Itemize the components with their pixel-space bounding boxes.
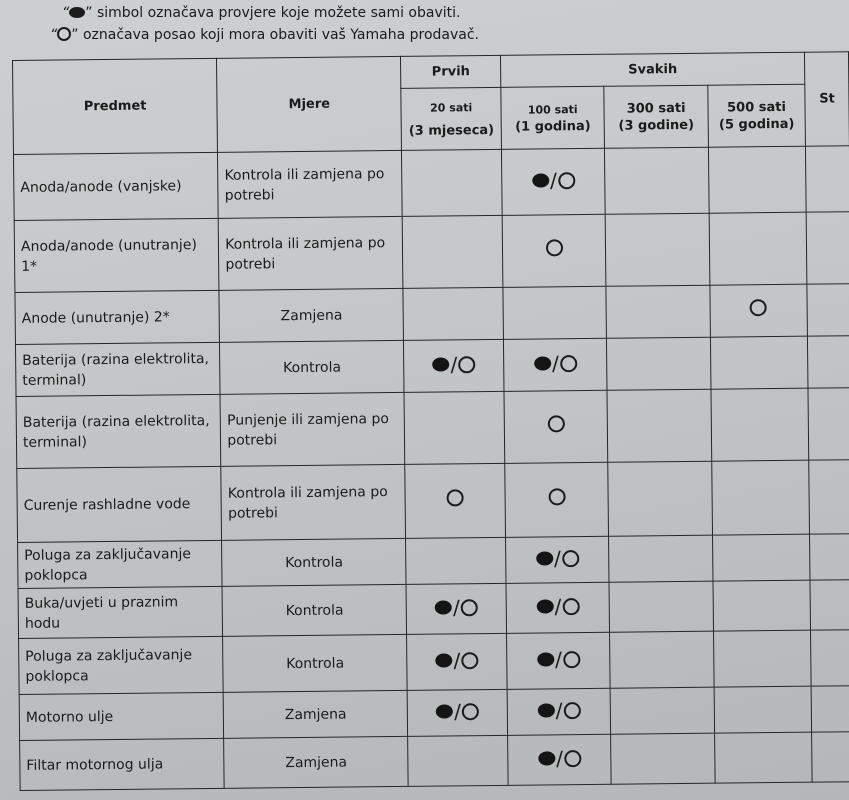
interval-cell bbox=[405, 463, 505, 538]
interval-cell bbox=[608, 461, 712, 536]
interval-500h-sub: (5 godina) bbox=[718, 116, 795, 133]
measure-cell: Kontrola bbox=[222, 538, 407, 586]
interval-cell bbox=[609, 581, 713, 632]
slash-separator: / bbox=[549, 168, 557, 193]
slash-separator: / bbox=[555, 698, 563, 723]
owner-and-dealer-mark bbox=[432, 352, 475, 377]
slash-separator: / bbox=[554, 647, 562, 672]
owner-and-dealer-mark bbox=[435, 595, 478, 620]
measure-cell: Kontrola bbox=[223, 634, 408, 692]
open-circle-icon bbox=[462, 703, 479, 720]
interval-cell bbox=[712, 534, 810, 581]
interval-cell bbox=[708, 146, 806, 213]
measure-cell: Zamjena bbox=[219, 288, 404, 342]
header-every: Svakih bbox=[500, 52, 805, 87]
interval-20h-sub: (3 mjeseca) bbox=[408, 122, 495, 139]
interval-cell bbox=[407, 689, 507, 736]
open-circle-icon bbox=[560, 355, 577, 372]
interval-cell bbox=[607, 337, 711, 390]
interval-300h-sub: (3 godine) bbox=[618, 117, 695, 134]
table-row bbox=[13, 146, 849, 221]
interval-cell bbox=[503, 286, 607, 339]
open-circle-icon bbox=[563, 702, 580, 719]
quote-open: “ bbox=[62, 5, 70, 21]
item-cell: Baterija (razina elektrolita, terminal) bbox=[15, 342, 220, 396]
cut-off-cell bbox=[811, 686, 849, 732]
interval-300h-label: 300 sati bbox=[626, 100, 686, 117]
interval-cell bbox=[406, 583, 506, 634]
item-cell: Filtar motornog ulja bbox=[20, 738, 225, 790]
slash-separator: / bbox=[556, 746, 564, 771]
item-cell: Motorno ulje bbox=[19, 692, 224, 740]
interval-cell bbox=[605, 147, 709, 214]
interval-cell bbox=[713, 580, 811, 631]
interval-cell bbox=[404, 339, 504, 392]
owner-and-dealer-mark bbox=[536, 594, 579, 619]
maintenance-schedule-table bbox=[12, 51, 849, 791]
measure-cell: Kontrola ili zamjena po potrebi bbox=[218, 216, 403, 290]
schedule-body bbox=[13, 146, 849, 791]
interval-cell bbox=[506, 582, 610, 633]
interval-cell bbox=[714, 732, 812, 783]
filled-circle-icon bbox=[435, 600, 452, 614]
open-circle-icon bbox=[564, 750, 581, 767]
cut-off-cell bbox=[806, 146, 849, 212]
open-circle-icon bbox=[461, 599, 478, 616]
filled-circle-icon bbox=[536, 599, 553, 613]
cut-off-cell bbox=[811, 630, 849, 686]
interval-cell bbox=[403, 215, 503, 288]
owner-and-dealer-mark bbox=[534, 351, 577, 376]
table-row bbox=[18, 580, 849, 639]
cut-off-cell bbox=[812, 732, 849, 782]
legend-dealer-text: ” označava posao koji mora obaviti vaš Yamaha prodavač. bbox=[71, 27, 480, 43]
interval-cell bbox=[713, 630, 811, 687]
cut-off-cell bbox=[806, 212, 849, 284]
cut-off-cell bbox=[808, 336, 849, 388]
slash-separator: / bbox=[454, 699, 462, 724]
item-cell: Anoda/anode (unutranje) 1* bbox=[14, 218, 219, 292]
interval-cell bbox=[709, 212, 807, 285]
interval-cell bbox=[402, 149, 502, 216]
interval-100h bbox=[501, 86, 605, 149]
filled-circle-icon bbox=[538, 703, 555, 717]
table-row bbox=[15, 284, 849, 345]
interval-cell bbox=[710, 284, 808, 337]
interval-cell bbox=[505, 462, 609, 537]
table-row bbox=[20, 732, 849, 791]
item-cell: Buka/uvjeti u praznim hodu bbox=[18, 586, 223, 638]
measure-cell: Kontrola bbox=[220, 340, 405, 394]
interval-500h bbox=[708, 84, 806, 147]
interval-cell bbox=[406, 537, 506, 584]
interval-cell bbox=[403, 287, 503, 340]
interval-cell bbox=[503, 338, 607, 391]
owner-and-dealer-mark bbox=[532, 168, 575, 193]
interval-cell bbox=[501, 148, 605, 215]
interval-cell bbox=[710, 336, 808, 389]
item-cell: Curenje rashladne vode bbox=[17, 466, 222, 542]
filled-circle-icon bbox=[69, 7, 85, 18]
owner-and-dealer-mark bbox=[436, 699, 479, 724]
filled-circle-icon bbox=[432, 357, 449, 371]
filled-circle-icon bbox=[532, 173, 549, 187]
owner-and-dealer-mark bbox=[536, 546, 579, 571]
open-circle-icon bbox=[562, 550, 579, 567]
interval-cell bbox=[507, 632, 611, 689]
slash-separator: / bbox=[450, 352, 458, 377]
measure-cell: Kontrola bbox=[222, 584, 407, 636]
interval-cell bbox=[404, 391, 504, 464]
table-row bbox=[17, 460, 849, 543]
owner-and-dealer-mark bbox=[538, 746, 581, 771]
cut-off-cell bbox=[810, 580, 849, 630]
open-circle-icon bbox=[546, 239, 563, 256]
header-cut-off: St bbox=[805, 52, 849, 146]
interval-20h-label: 20 sati bbox=[430, 100, 473, 115]
open-circle-icon bbox=[750, 299, 767, 316]
cut-off-cell bbox=[808, 388, 849, 460]
legend-dealer-check bbox=[50, 24, 479, 46]
interval-cell bbox=[609, 535, 713, 582]
item-cell: Poluga za zaključavanje poklopca bbox=[18, 540, 223, 588]
interval-300h bbox=[604, 85, 708, 148]
interval-cell bbox=[507, 688, 611, 735]
open-circle-icon bbox=[548, 488, 565, 505]
item-cell: Baterija (razina elektrolita, terminal) bbox=[16, 394, 221, 468]
interval-cell bbox=[610, 687, 714, 734]
interval-cell bbox=[502, 214, 606, 287]
interval-cell bbox=[508, 734, 612, 785]
header-first: Prvih bbox=[401, 55, 501, 88]
filled-circle-icon bbox=[538, 751, 555, 765]
table-row bbox=[15, 336, 849, 397]
item-cell: Anoda/anode (vanjske) bbox=[13, 152, 218, 220]
filled-circle-icon bbox=[534, 356, 551, 370]
filled-circle-icon bbox=[436, 653, 453, 667]
filled-circle-icon bbox=[536, 551, 553, 565]
table-row bbox=[14, 212, 849, 293]
interval-cell bbox=[506, 536, 610, 583]
owner-and-dealer-mark bbox=[436, 648, 479, 673]
owner-and-dealer-mark bbox=[538, 698, 581, 723]
open-circle-icon bbox=[547, 415, 564, 432]
interval-100h-label: 100 sati bbox=[527, 102, 578, 117]
interval-cell bbox=[714, 686, 812, 733]
interval-20h bbox=[401, 87, 501, 150]
item-cell: Anode (unutranje) 2* bbox=[15, 290, 220, 344]
measure-cell: Zamjena bbox=[223, 690, 408, 738]
filled-circle-icon bbox=[436, 704, 453, 718]
interval-cell bbox=[606, 213, 710, 286]
open-circle-icon bbox=[458, 356, 475, 373]
item-cell: Poluga za zaključavanje poklopca bbox=[19, 636, 224, 694]
legend-owner-text: ” simbol označava provjere koje možete sami obaviti. bbox=[85, 5, 461, 21]
measure-cell: Zamjena bbox=[224, 736, 409, 788]
table-row bbox=[16, 388, 849, 469]
cut-off-cell bbox=[807, 284, 849, 336]
open-circle-icon bbox=[447, 489, 464, 506]
slash-separator: / bbox=[554, 594, 562, 619]
slash-separator: / bbox=[551, 351, 559, 376]
header-measure: Mjere bbox=[217, 56, 402, 152]
slash-separator: / bbox=[453, 648, 461, 673]
table-row bbox=[19, 630, 849, 695]
symbol-legend bbox=[50, 2, 480, 46]
owner-and-dealer-mark bbox=[537, 647, 580, 672]
interval-cell bbox=[408, 735, 508, 786]
interval-100h-sub: (1 godina) bbox=[515, 118, 591, 135]
open-circle-icon bbox=[461, 652, 478, 669]
interval-cell bbox=[711, 460, 809, 535]
measure-cell: Kontrola ili zamjena po potrebi bbox=[221, 464, 406, 540]
interval-cell bbox=[611, 733, 715, 784]
cut-off-cell bbox=[809, 460, 849, 534]
measure-cell: Kontrola ili zamjena po potrebi bbox=[218, 150, 403, 218]
open-circle-icon bbox=[562, 598, 579, 615]
interval-cell bbox=[504, 390, 608, 463]
slash-separator: / bbox=[553, 546, 561, 571]
filled-circle-icon bbox=[537, 652, 554, 666]
open-circle-icon bbox=[558, 172, 575, 189]
interval-cell bbox=[606, 285, 710, 338]
interval-cell bbox=[610, 631, 714, 688]
open-circle-icon bbox=[57, 27, 71, 41]
legend-owner-check bbox=[62, 2, 479, 24]
slash-separator: / bbox=[452, 595, 460, 620]
interval-cell bbox=[607, 389, 711, 462]
measure-cell: Punjenje ili zamjena po potrebi bbox=[220, 392, 405, 466]
interval-cell bbox=[711, 388, 809, 461]
quote-open: “ bbox=[50, 27, 58, 43]
open-circle-icon bbox=[563, 651, 580, 668]
interval-500h-label: 500 sati bbox=[727, 99, 787, 116]
cut-off-cell bbox=[810, 534, 849, 580]
interval-cell bbox=[407, 633, 507, 690]
header-item: Predmet bbox=[13, 58, 218, 154]
